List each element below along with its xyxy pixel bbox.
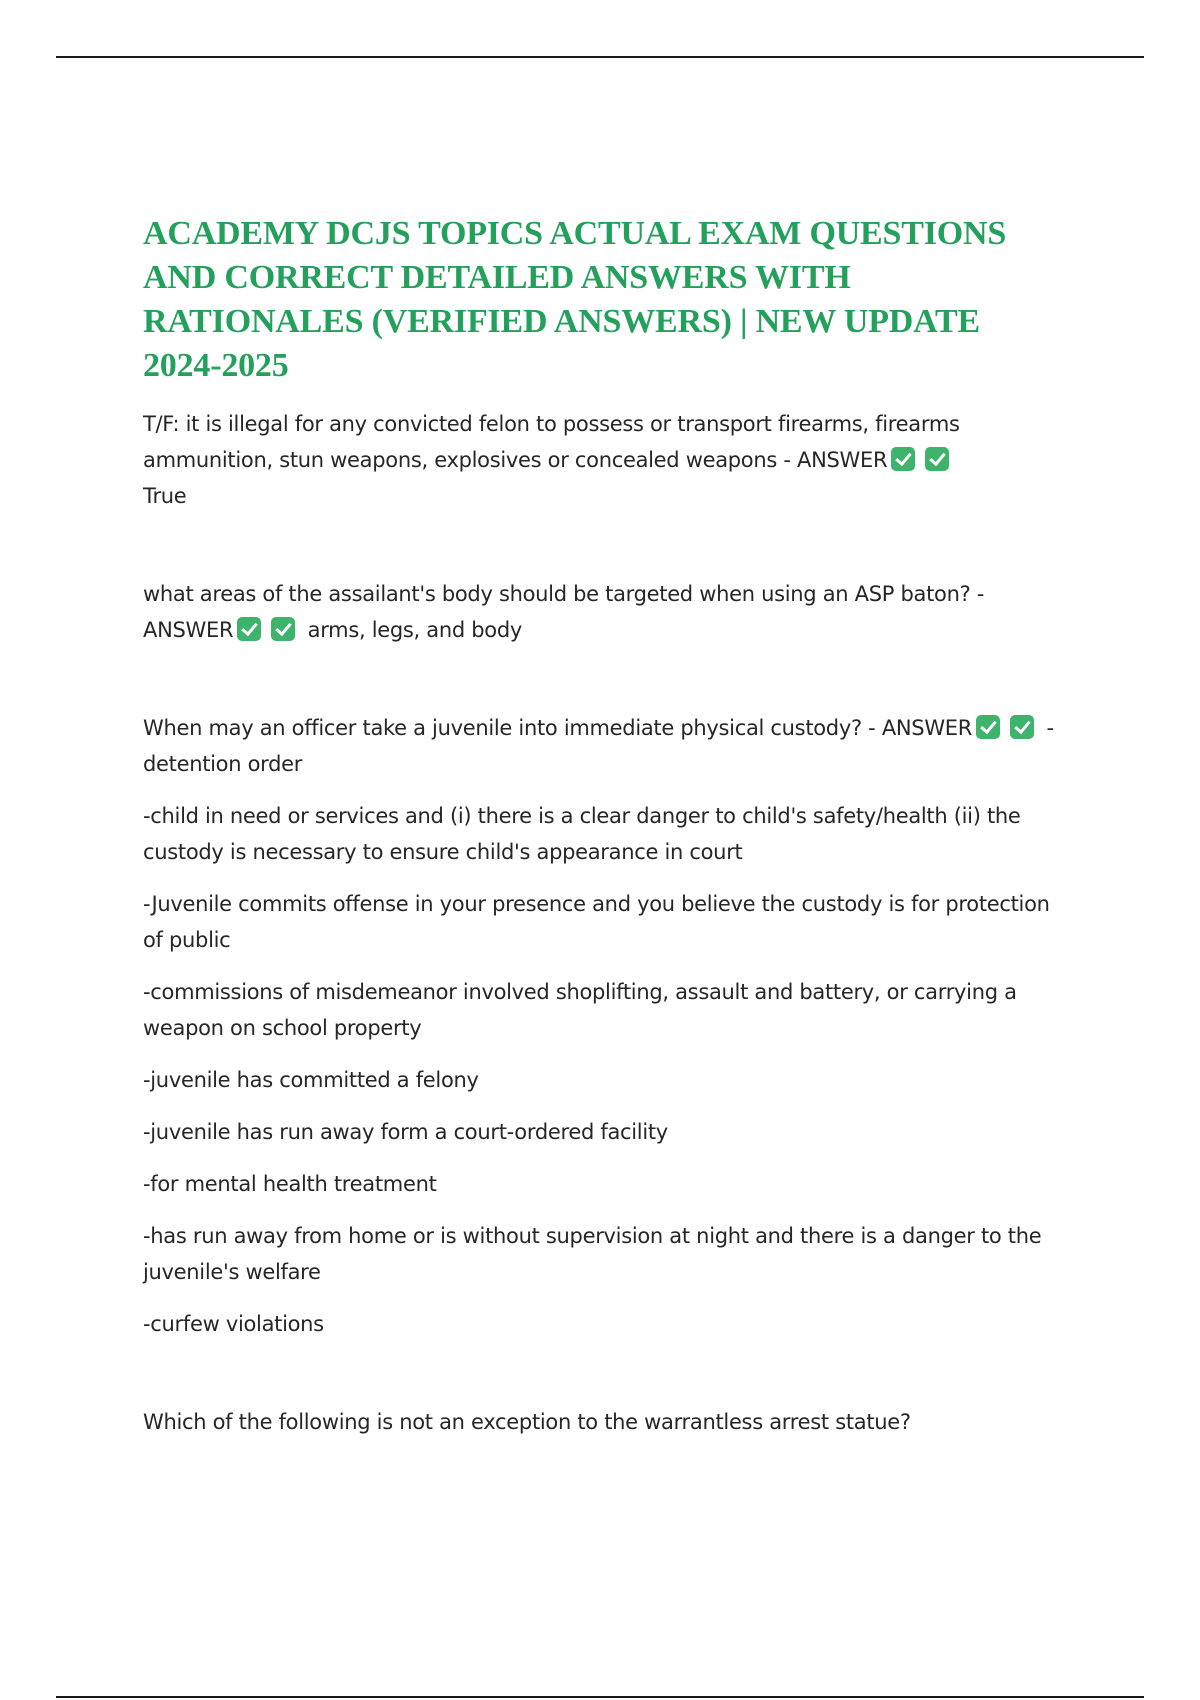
question-1 bbox=[143, 406, 1063, 514]
answer-item: -Juvenile commits offense in your presence and you believe the custody is for protection of public bbox=[143, 892, 1050, 952]
answer-item: -child in need or services and (i) there is a clear danger to child's safety/health (ii) the custody is necessary to ensure child's appearance in court bbox=[143, 804, 1021, 864]
answer-item: -juvenile has run away form a court-ordered facility bbox=[143, 1120, 668, 1144]
check-box-icon bbox=[237, 617, 261, 641]
question-4-text: Which of the following is not an exception to the warrantless arrest statue? bbox=[143, 1410, 911, 1434]
question-1-text bbox=[143, 406, 1063, 514]
question-3-text bbox=[143, 710, 1063, 782]
question-2-text bbox=[143, 576, 1063, 648]
check-box-icon bbox=[271, 617, 295, 641]
answer-item: -has run away from home or is without supervision at night and there is a danger to the juvenile's welfare bbox=[143, 1224, 1042, 1284]
top-rule bbox=[56, 56, 1144, 58]
answer-item: -commissions of misdemeanor involved shoplifting, assault and battery, or carrying a weapon on school property bbox=[143, 980, 1017, 1040]
question-3-prompt: When may an officer take a juvenile into immediate physical custody? - ANSWER bbox=[143, 716, 973, 740]
question-1-answer: True bbox=[143, 484, 187, 508]
check-box-icon bbox=[976, 715, 1000, 739]
answer-item: -for mental health treatment bbox=[143, 1172, 437, 1196]
check-box-icon bbox=[925, 447, 949, 471]
answer-item: -curfew violations bbox=[143, 1312, 324, 1336]
question-2-prompt: what areas of the assailant's body should be targeted when using an ASP baton? - ANSWER bbox=[143, 582, 985, 642]
document-title: ACADEMY DCJS TOPICS ACTUAL EXAM QUESTIONS AND CORRECT DETAILED ANSWERS WITH RATIONALES (VERIFIED ANSWERS) | NEW UPDATE 2024-2025 bbox=[143, 215, 1007, 384]
bottom-rule bbox=[56, 1696, 1144, 1698]
question-4 bbox=[143, 1404, 1063, 1440]
check-box-icon bbox=[1010, 715, 1034, 739]
question-1-prompt: T/F: it is illegal for any convicted felon to possess or transport firearms, firearms ammunition, stun weapons, explosives or concealed weapons - ANSWER bbox=[143, 412, 960, 472]
question-3-answer: -detention order bbox=[143, 716, 1054, 776]
question-2 bbox=[143, 576, 1063, 648]
check-box-icon bbox=[891, 447, 915, 471]
answer-item: -juvenile has committed a felony bbox=[143, 1068, 479, 1092]
page-content bbox=[143, 212, 1063, 1440]
question-2-answer: arms, legs, and body bbox=[307, 618, 523, 642]
question-3 bbox=[143, 710, 1063, 1342]
